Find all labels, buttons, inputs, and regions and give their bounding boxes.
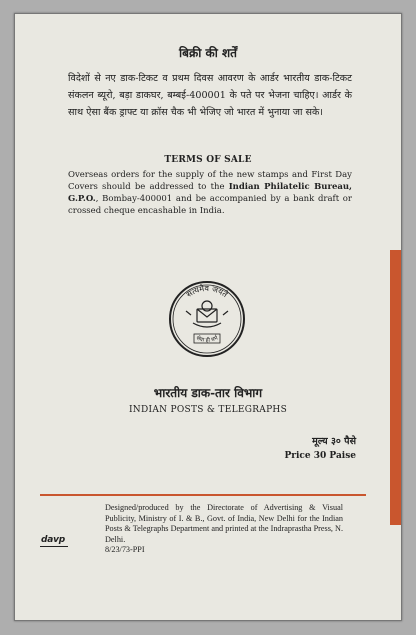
price-english: Price 30 Paise <box>284 451 356 461</box>
orange-divider <box>40 494 366 496</box>
terms-title-hindi: बिक्री की शर्तें <box>179 46 237 60</box>
emblem-motto-top: सत्यमेव जयते <box>184 283 230 300</box>
posts-telegraphs-emblem-icon <box>167 279 247 359</box>
credits-text: Designed/produced by the Directorate of Advertising & Visual Publicity, Ministry of I. & B., Govt. of India, New Delhi for the Indian Posts & Telegraphs Department and printed at the Indraprastha Press, N. Delhi. <box>105 503 343 544</box>
terms-paragraph-english <box>68 169 352 217</box>
department-name-hindi: भारतीय डाक-तार विभाग <box>153 386 263 400</box>
terms-text-part-2: , Bombay-400001 and be accompanied by a bank draft or crossed cheque encashable in India. <box>68 194 352 216</box>
print-code: 8/23/73-PPI <box>105 545 145 554</box>
terms-title-english: TERMS OF SALE <box>164 155 252 165</box>
svg-text:सेवा ही धर्म <box>195 334 220 344</box>
brochure-page <box>14 13 402 621</box>
terms-bureau-name: Indian Philatelic Bureau, G.P.O. <box>68 182 352 204</box>
production-credits <box>105 503 343 556</box>
terms-text-part-1: Overseas orders for the supply of the new stamps and First Day Covers should be addressed to the <box>68 170 352 192</box>
terms-paragraph-hindi: विदेशों से नए डाक-टिकट व प्रथम दिवस आवरण के आर्डर भारतीय डाक-टिकट संकलन ब्यूरो, बड़ा डाकघर, बम्बई-400001 के पते पर भेजना चाहिए। आर्डर के साथ ऐसा बैंक ड्राफ्ट या क्रॉस चैक भी भेजिए जो भारत में भुनाया जा सके। <box>68 73 352 118</box>
davp-logo: davp <box>40 535 68 547</box>
price-hindi: मूल्य ३० पैसे <box>312 436 356 447</box>
emblem-motto-bottom: सेवा ही धर्म <box>195 335 219 344</box>
department-name-english: INDIAN POSTS & TELEGRAPHS <box>128 405 288 415</box>
